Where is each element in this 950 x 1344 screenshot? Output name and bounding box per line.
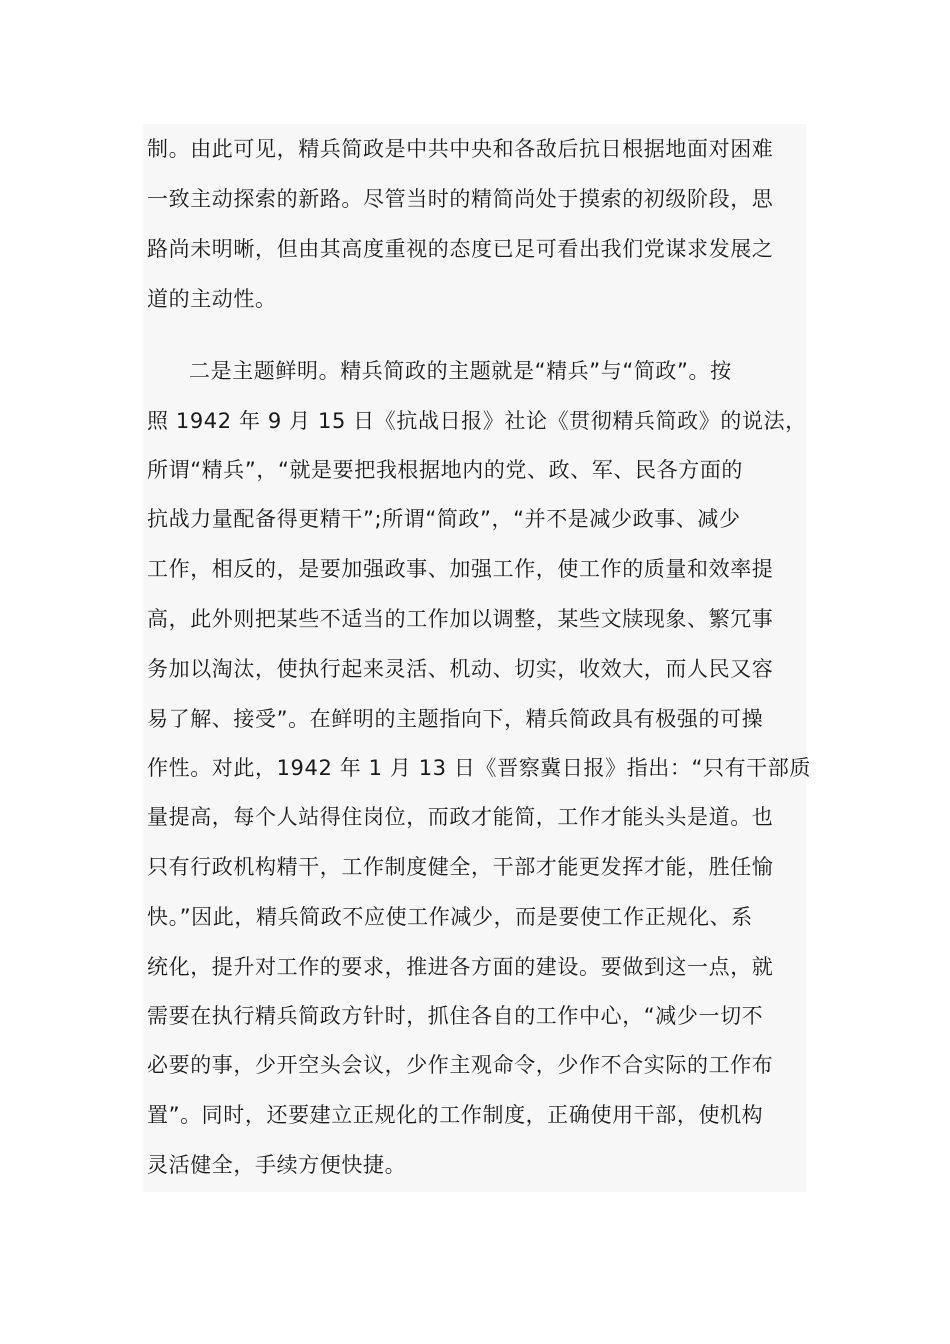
text-line: 只有行政机构精干，工作制度健全，干部才能更发挥才能，胜任愉 <box>147 855 774 879</box>
text-line: 务加以淘汰，使执行起来灵活、机动、切实，收效大，而人民又容 <box>147 657 774 681</box>
text-line: 量提高，每个人站得住岗位，而政才能简，工作才能头头是道。也 <box>147 805 774 829</box>
text-line: 照 1942 年 9 月 15 日《抗战日报》社论《贯彻精兵简政》的说法， <box>147 409 807 433</box>
text-line: 所谓“精兵”，“就是要把我根据地内的党、政、军、民各方面的 <box>147 458 744 482</box>
text-line: 道的主动性。 <box>147 287 277 311</box>
text-line: 易了解、接受”。在鲜明的主题指向下，精兵简政具有极强的可操 <box>147 707 764 731</box>
document-page <box>143 124 811 1192</box>
text-line: 一致主动探索的新路。尽管当时的精简尚处于摸索的初级阶段，思 <box>147 187 774 211</box>
text-line: 需要在执行精兵简政方针时，抓住各自的工作中心，“减少一切不 <box>147 1004 764 1028</box>
text-line: 高，此外则把某些不适当的工作加以调整，某些文牍现象、繁冗事 <box>147 607 774 631</box>
text-line: 快。”因此，精兵简政不应使工作减少，而是要使工作正规化、系 <box>147 905 753 929</box>
text-line: 二是主题鲜明。精兵简政的主题就是“精兵”与“简政”。按 <box>189 359 732 383</box>
text-line: 统化，提升对工作的要求，推进各方面的建设。要做到这一点，就 <box>147 955 774 979</box>
text-line: 抗战力量配备得更精干”;所谓“简政”，“并不是减少政事、减少 <box>147 507 741 531</box>
text-line: 置”。同时，还要建立正规化的工作制度，正确使用干部，使机构 <box>147 1103 764 1127</box>
text-line: 灵活健全，手续方便快捷。 <box>147 1153 407 1177</box>
text-line: 制。由此可见，精兵简政是中共中央和各敌后抗日根据地面对困难 <box>147 137 774 161</box>
text-line: 必要的事，少开空头会议，少作主观命令，少作不合实际的工作布 <box>147 1053 774 1077</box>
text-line: 路尚未明晰，但由其高度重视的态度已足可看出我们党谋求发展之 <box>147 237 774 261</box>
text-line: 作性。对此，1942 年 1 月 13 日《晋察冀日报》指出：“只有干部质 <box>147 756 811 780</box>
text-line: 工作，相反的，是要加强政事、加强工作，使工作的质量和效率提 <box>147 557 774 581</box>
